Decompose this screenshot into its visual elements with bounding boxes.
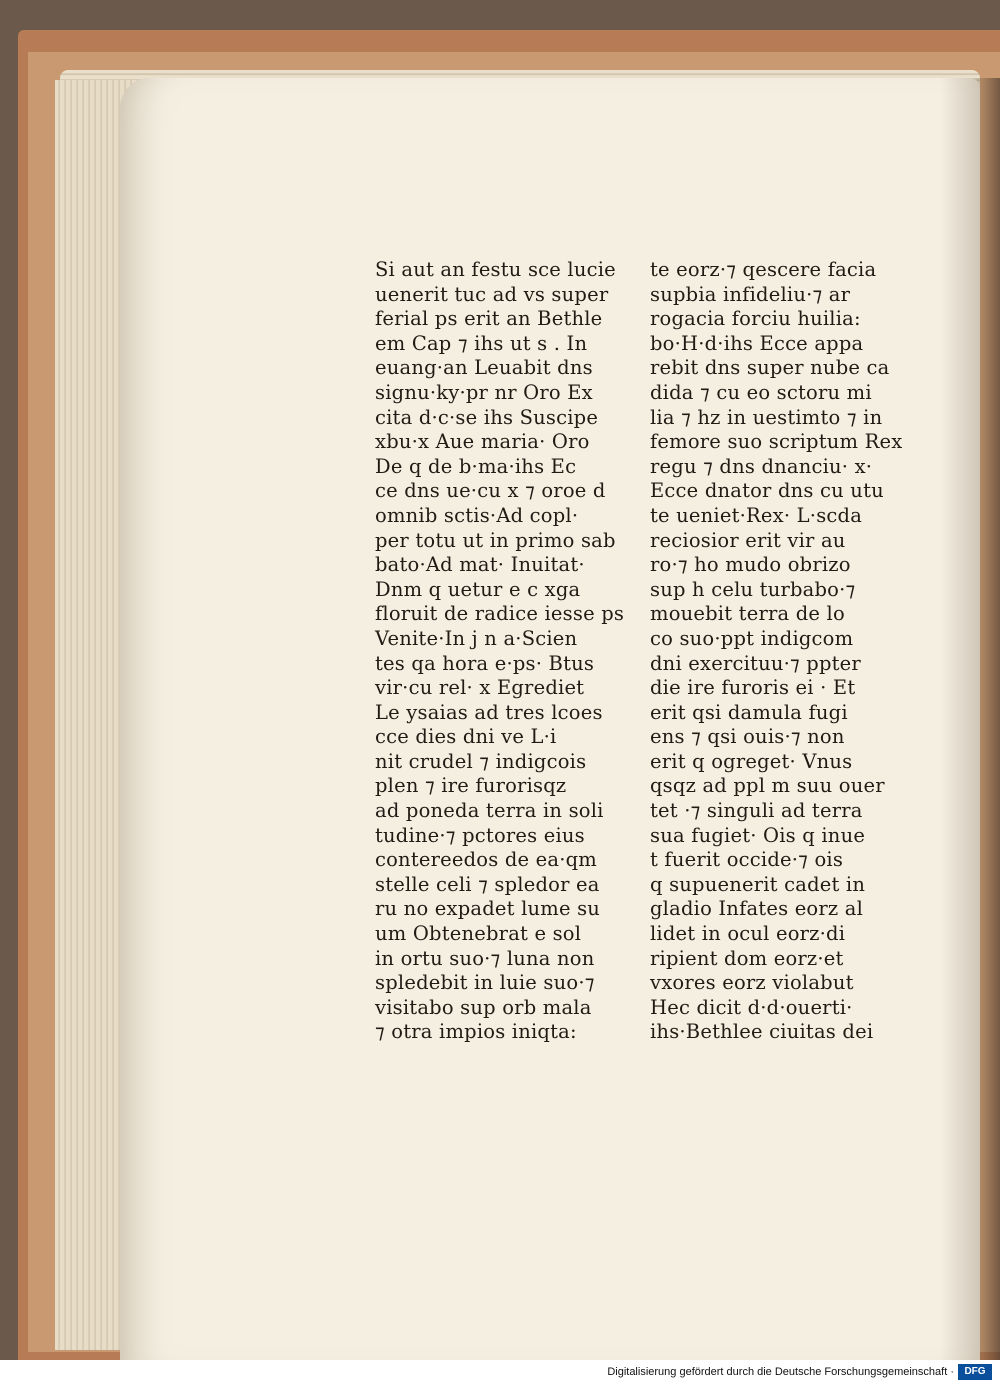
text-line: Venite·In j n a·Scien — [375, 626, 578, 650]
text-line: erit q ogreget· Vnus — [650, 749, 853, 773]
text-line: um Obtenebrat e sol — [375, 922, 582, 946]
text-line: stelle celi ⁊ spledor ea — [375, 872, 600, 896]
text-line: lia ⁊ hz in uestimto ⁊ in — [650, 405, 883, 429]
text-line: ferial ps erit an Bethle — [375, 307, 603, 331]
text-line: femore suo scriptum Rex — [650, 430, 903, 454]
text-line: ce dns ue·cu x ⁊ oroe d — [375, 479, 606, 503]
text-line: ⁊ otra impios iniqta: — [375, 1020, 577, 1044]
text-line: euang·an Leuabit dns — [375, 356, 593, 380]
text-line: Hec dicit d·d·ouerti· — [650, 995, 853, 1019]
text-line: rogacia forciu huilia: — [650, 307, 861, 331]
text-line: em Cap ⁊ ihs ut s . In — [375, 331, 588, 355]
text-line: reciosior erit vir au — [650, 528, 846, 552]
text-line: xbu·x Aue maria· Oro — [375, 430, 590, 454]
text-line: regu ⁊ dns dnanciu· x· — [650, 454, 873, 478]
text-line: per totu ut in primo sab — [375, 528, 616, 552]
text-line: ad poneda terra in soli — [375, 799, 604, 823]
text-line: Si aut an festu sce lucie — [375, 258, 616, 281]
text-line: ru no expadet lume su — [375, 897, 601, 921]
text-line: co suo·ppt indigcom — [650, 626, 854, 650]
text-line: ens ⁊ qsi ouis·⁊ non — [650, 725, 845, 749]
text-line: vxores eorz violabut — [650, 971, 854, 995]
text-line: uenerit tuc ad vs super — [375, 282, 609, 306]
text-line: tes qa hora e·ps· Btus — [375, 651, 595, 675]
text-line: bato·Ad mat· Inuitat· — [375, 553, 585, 577]
text-line: visitabo sup orb mala — [375, 995, 592, 1019]
text-line: tudine·⁊ pctores eius — [375, 823, 585, 847]
text-line: Dnm q uetur e c xga — [375, 577, 581, 601]
text-line: Ecce dnator dns cu utu — [650, 479, 884, 503]
text-line: bo·H·d·ihs Ecce appa — [650, 331, 864, 355]
text-line: te eorz·⁊ qescere facia — [650, 258, 877, 281]
text-column-left — [375, 258, 625, 1045]
text-line: dida ⁊ cu eo sctoru mi — [650, 380, 872, 404]
text-line: De q de b·ma·ihs Ec — [375, 454, 577, 478]
text-line: ihs·Bethlee ciuitas dei — [650, 1020, 874, 1044]
text-line: supbia infideliu·⁊ ar — [650, 282, 851, 306]
text-line: in ortu suo·⁊ luna non — [375, 946, 595, 970]
funding-credit: Digitalisierung gefördert durch die Deutsche Forschungsgemeinschaft · — [607, 1366, 954, 1378]
text-line: gladio Infates eorz al — [650, 897, 864, 921]
text-line: nit crudel ⁊ indigcois — [375, 749, 587, 773]
text-line: omnib sctis·Ad copl· — [375, 503, 579, 527]
text-line: sua fugiet· Ois q inue — [650, 823, 866, 847]
gutter-shadow — [940, 78, 1000, 1360]
text-line: die ire furoris ei · Et — [650, 676, 856, 700]
text-line: mouebit terra de lo — [650, 602, 845, 626]
text-line: t fuerit occide·⁊ ois — [650, 848, 844, 872]
text-line: sup h celu turbabo·⁊ — [650, 577, 856, 601]
text-line: Le ysaias ad tres lcoes — [375, 700, 603, 724]
text-line: erit qsi damula fugi — [650, 700, 848, 724]
text-line: qsqz ad ppl m suu ouer — [650, 774, 885, 798]
text-line: vir·cu rel· x Egrediet — [375, 676, 585, 700]
text-line: ripient dom eorz·et — [650, 946, 844, 970]
text-column-right — [650, 258, 903, 1045]
text-line: cce dies dni ve L·i — [375, 725, 557, 749]
text-line: contereedos de ea·qm — [375, 848, 597, 872]
text-line: plen ⁊ ire furorisqz — [375, 774, 567, 798]
text-line: cita d·c·se ihs Suscipe — [375, 405, 599, 429]
text-line: spledebit in luie suo·⁊ — [375, 971, 595, 995]
text-line: te ueniet·Rex· L·scda — [650, 503, 863, 527]
dfg-logo: DFG — [958, 1364, 992, 1380]
text-line: ro·⁊ ho mudo obrizo — [650, 553, 851, 577]
text-line: lidet in ocul eorz·di — [650, 922, 846, 946]
text-line: floruit de radice iesse ps — [375, 602, 625, 626]
text-line: signu·ky·pr nr Oro Ex — [375, 380, 593, 404]
text-line: tet ·⁊ singuli ad terra — [650, 799, 863, 823]
footer-bar — [0, 1360, 1000, 1387]
text-line: dni exercituu·⁊ ppter — [650, 651, 861, 675]
text-line: rebit dns super nube ca — [650, 356, 890, 380]
text-line: q supuenerit cadet in — [650, 872, 866, 896]
